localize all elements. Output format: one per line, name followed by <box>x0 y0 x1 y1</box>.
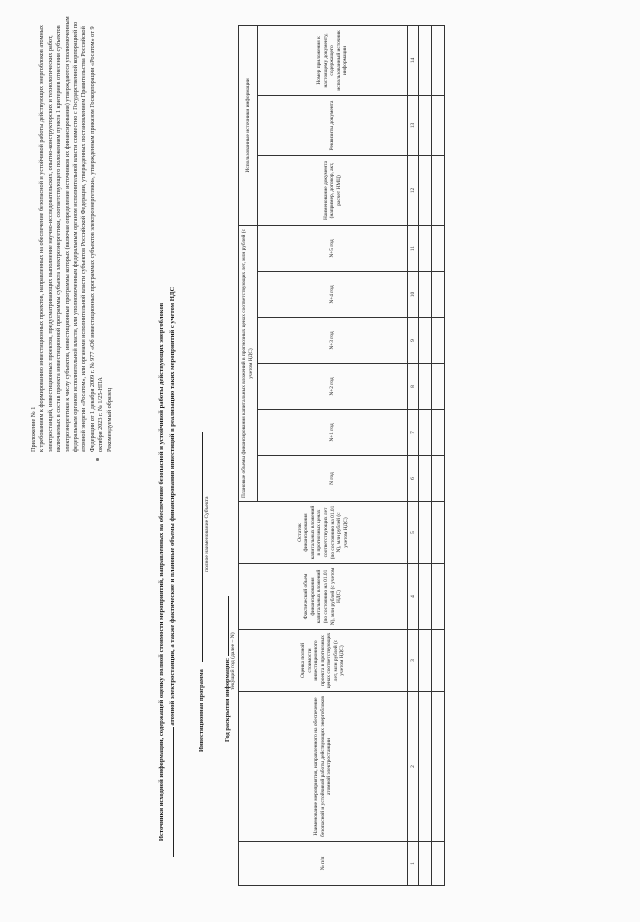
table-row <box>432 25 445 885</box>
title-part-1: Источники исходной информации, содержащей оценку полной стоимости мероприятий, направленных на обеспечение безопасной и устойчивой работы действующих энергоблоков <box>158 302 165 842</box>
header-name-a: Наименование мероприятия, направленного на обеспечение безопасной и устойчивой работы действующих энергоблоков <box>313 696 326 837</box>
header-year: N+4 год <box>258 272 408 318</box>
year-label: Год раскрытия информации: <box>224 657 231 742</box>
program-caption: полное наименование Субъекта <box>204 496 210 572</box>
header-cost: Оценка полной стоимости инвестиционного проекта в прогнозных ценах соответствующих лет, млн рублей (с учетом НДС) <box>239 630 408 692</box>
col-number: 10 <box>408 272 419 318</box>
appendix-block <box>30 12 114 452</box>
header-actual: Фактический объем финансирования капитальных вложений (по состоянию на 01.01 N), млн рублей (с учетом НДС) <box>239 564 408 630</box>
header-year: N+1 год <box>258 410 408 456</box>
col-number: 13 <box>408 95 419 155</box>
title-part-2: атомной электростанции, а также фактические и плановые объемы финансирования инвестиций в реализацию таких мероприятий с учетом НДС <box>168 286 176 726</box>
col-number: 5 <box>408 502 419 564</box>
table-row <box>419 25 432 885</box>
program-label: Инвестиционная программа <box>198 669 205 752</box>
col-number: 4 <box>408 564 419 630</box>
header-sources: Использованные источники информации <box>239 25 258 225</box>
header-num: № п/п <box>239 842 408 886</box>
appendix-note: Рекомендуемый образец <box>105 387 113 452</box>
sources-table <box>238 25 445 886</box>
header-src-number: Номер приложения к настоящему документу, содержащего использованный источник информации <box>258 25 408 95</box>
header-src-name: Наименование документа (например, договор, акт, расчет НМЦ) <box>258 155 408 225</box>
col-number: 14 <box>408 25 419 95</box>
appendix-title: Приложение № 1 <box>30 406 37 452</box>
col-number: 3 <box>408 630 419 692</box>
header-name-b: атомной <box>326 775 333 795</box>
header-year: N+3 год <box>258 318 408 364</box>
col-number: 2 <box>408 692 419 842</box>
header-name <box>239 692 408 842</box>
col-number: 11 <box>408 225 419 271</box>
title-blank <box>167 727 174 857</box>
year-blank <box>222 596 229 656</box>
header-src-details: Реквизиты документа <box>258 95 408 155</box>
ink-mark <box>96 458 99 461</box>
col-number: 6 <box>408 456 419 502</box>
header-remaining: Остаток финансирования капитальных вложений в прогнозных ценах соответствующих лет (по состоянию на 01.01 N), млн рублей (с учетом НДС) <box>239 502 408 564</box>
col-number: 1 <box>408 842 419 886</box>
header-year: N+5 год <box>258 225 408 271</box>
header-name-c: электростанции <box>326 738 333 775</box>
program-blank <box>196 432 203 662</box>
year-caption: текущий год (далее – N) <box>230 632 236 690</box>
col-number: 12 <box>408 155 419 225</box>
column-number-row <box>408 25 419 885</box>
header-year: N+2 год <box>258 364 408 410</box>
header-year: N год <box>258 456 408 502</box>
col-number: 9 <box>408 318 419 364</box>
col-number: 7 <box>408 410 419 456</box>
document-title <box>158 262 177 882</box>
header-planned: Плановые объемы финансирования капитальных вложений в прогнозных ценах соответствующих лет, млн рублей (с учетом НДС) <box>239 225 258 501</box>
col-number: 8 <box>408 364 419 410</box>
appendix-text: к требованиям к формированию инвестиционных проектов, направленных на обеспечение безопасной и устойчивой работы действующих энергоблоков атомных электростанций, инвестиционных проектов, предусматривающих выполнение научно-исследовательских, опытно-конструкторских и технологических работ, включаемых в состав проекта инвестиционной программы субъекта электроэнергетики, соответствующего положениям пункта 1 критериев отнесения субъектов электроэнергетики к числу субъектов, инвестиционные программы которых (включая определение источников их финансирования) утверждаются уполномоченным федеральным органом исполнительной власти, или уполномоченным федеральным органом исполнительной власти совместно с Государственной корпорацией по атомной энергии «Росатом», или органами исполнительной власти субъектов Российской Федерации, утвержденных постановлением Правительства Российской Федерации от 1 декабря 2009 г. № 977 «Об инвестиционных программах субъектов электроэнергетики», утвержденным приказом Госкорпорации «Росатом» от 9 октября 2023 г. № 1/25-НПА <box>38 16 105 452</box>
